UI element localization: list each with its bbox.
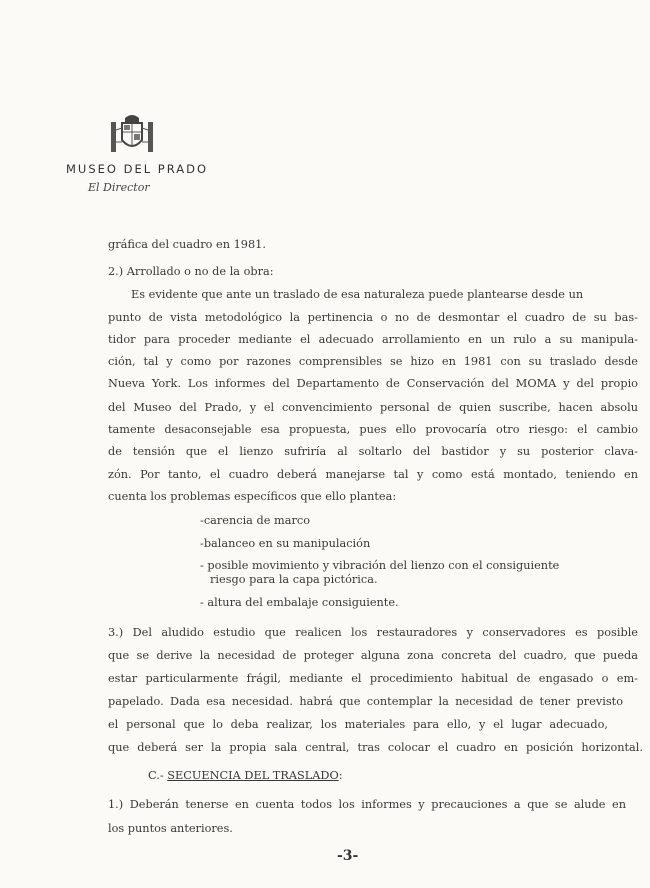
- page-number: -3-: [337, 848, 359, 864]
- paragraph-line: de tensión que el lienzo sufriría al soltarlo del bastidor y su posterior clava-: [108, 445, 638, 458]
- paragraph-line: papelado. Dada esa necesidad. habrá que contemplar la necesidad de tener previsto: [108, 695, 623, 708]
- list-item: -balanceo en su manipulación: [200, 537, 371, 550]
- paragraph-line: tidor para proceder mediante el adecuado arrollamiento en un rulo a su manipula-: [108, 333, 638, 346]
- paragraph-line: 1.) Deberán tenerse en cuenta todos los informes y precauciones a que se alude en: [108, 798, 626, 811]
- heading-suffix: :: [338, 769, 343, 782]
- list-item: - posible movimiento y vibración del lienzo con el consiguiente: [200, 559, 560, 572]
- section-title: 2.) Arrollado o no de la obra:: [108, 265, 274, 278]
- heading-title: SECUENCIA DEL TRASLADO: [167, 769, 339, 782]
- coat-of-arms-emblem: [110, 112, 154, 154]
- paragraph-line: que se derive la necesidad de proteger alguna zona concreta del cuadro, que pueda: [108, 649, 638, 662]
- institution-name: MUSEO DEL PRADO: [66, 162, 209, 176]
- paragraph-line: los puntos anteriores.: [108, 822, 233, 835]
- paragraph-line: estar particularmente frágil, mediante el procedimiento habitual de engasado o em-: [108, 672, 638, 685]
- list-item-continuation: riesgo para la capa pictórica.: [210, 573, 378, 586]
- paragraph-line: Es evidente que ante un traslado de esa naturaleza puede plantearse desde un: [131, 288, 584, 301]
- paragraph-line: gráfica del cuadro en 1981.: [108, 238, 266, 251]
- paragraph-line: punto de vista metodológico la pertinencia o no de desmontar el cuadro de su bas-: [108, 311, 638, 324]
- list-item: -carencia de marco: [200, 514, 310, 527]
- paragraph-line: del Museo del Prado, y el convencimiento personal de quien suscribe, hacen absolu: [108, 401, 638, 414]
- heading-prefix: C.-: [148, 769, 168, 782]
- paragraph-line: Nueva York. Los informes del Departamento de Conservación del MOMA y del propio: [108, 377, 638, 390]
- section-heading: [148, 769, 343, 783]
- paragraph-line: 3.) Del aludido estudio que realicen los restauradores y conservadores es posible: [108, 626, 638, 639]
- paragraph-line: el personal que lo deba realizar, los materiales para ello, y el lugar adecuado,: [108, 718, 608, 731]
- list-item: - altura del embalaje consiguiente.: [200, 596, 399, 609]
- office-title: El Director: [88, 181, 150, 194]
- paragraph-line: cuenta los problemas específicos que ello plantea:: [108, 490, 397, 503]
- paragraph-line: tamente desaconsejable esa propuesta, pues ello provocaría otro riesgo: el cambio: [108, 423, 638, 436]
- paragraph-line: ción, tal y como por razones comprensibles se hizo en 1981 con su traslado desde: [108, 355, 638, 368]
- paragraph-line: zón. Por tanto, el cuadro deberá manejarse tal y como está montado, teniendo en: [108, 468, 638, 481]
- paragraph-line: que deberá ser la propia sala central, tras colocar el cuadro en posición horizontal.: [108, 741, 643, 754]
